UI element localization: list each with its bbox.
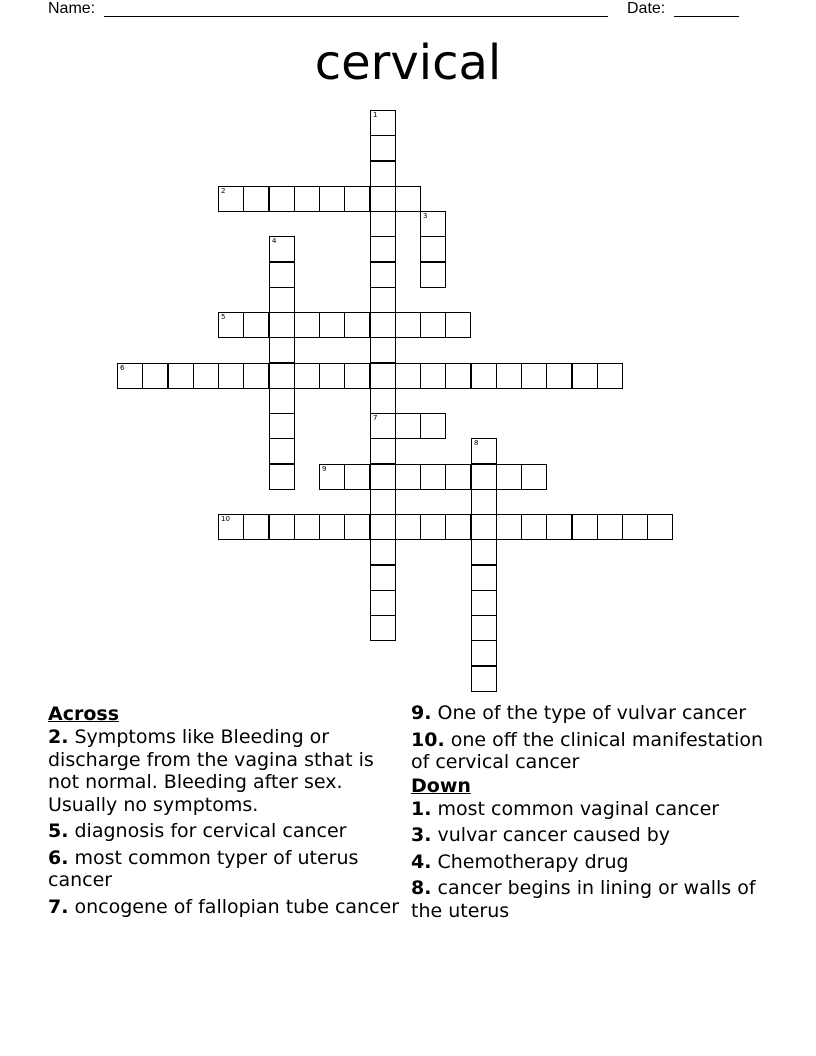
grid-cell[interactable]: [370, 186, 396, 212]
cell-number: 5: [221, 313, 226, 321]
grid-cell[interactable]: [344, 363, 370, 389]
grid-cell[interactable]: [647, 514, 673, 540]
grid-cell[interactable]: [471, 615, 497, 641]
grid-cell[interactable]: [420, 262, 446, 288]
grid-cell[interactable]: [395, 312, 421, 338]
grid-cell[interactable]: [370, 211, 396, 237]
grid-cell[interactable]: [445, 464, 471, 490]
clues-column-left: [48, 702, 404, 922]
grid-cell[interactable]: [319, 312, 345, 338]
grid-cell[interactable]: [546, 363, 572, 389]
grid-cell[interactable]: [344, 464, 370, 490]
grid-cell[interactable]: [243, 312, 269, 338]
grid-cell[interactable]: [471, 666, 497, 692]
grid-cell[interactable]: [319, 464, 345, 490]
clue-down-4: 4. Chemotherapy drug: [411, 850, 629, 873]
grid-cell[interactable]: [445, 363, 471, 389]
clue-across-5: 5. diagnosis for cervical cancer: [48, 820, 347, 842]
grid-cell[interactable]: [420, 413, 446, 439]
grid-cell[interactable]: [622, 514, 648, 540]
grid-cell[interactable]: [420, 464, 446, 490]
grid-cell[interactable]: [370, 135, 396, 161]
clue-down-1: 1. most common vaginal cancer: [411, 797, 720, 820]
grid-cell[interactable]: [370, 287, 396, 313]
cell-number: 4: [272, 237, 277, 245]
grid-cell[interactable]: [597, 514, 623, 540]
grid-cell[interactable]: [370, 539, 396, 565]
grid-cell[interactable]: [243, 186, 269, 212]
grid-cell[interactable]: [471, 438, 497, 464]
grid-cell[interactable]: [370, 161, 396, 187]
grid-cell[interactable]: [471, 565, 497, 591]
grid-cell[interactable]: [269, 388, 295, 414]
grid-cell[interactable]: [395, 464, 421, 490]
grid-cell[interactable]: [471, 464, 497, 490]
grid-cell[interactable]: [269, 363, 295, 389]
grid-cell[interactable]: [445, 514, 471, 540]
grid-cell[interactable]: [445, 312, 471, 338]
clue-across-7: 7. oncogene of fallopian tube cancer: [48, 895, 400, 918]
grid-cell[interactable]: [370, 337, 396, 363]
grid-cell[interactable]: [142, 363, 168, 389]
grid-cell[interactable]: [395, 413, 421, 439]
date-label: Date:: [627, 0, 666, 17]
grid-cell[interactable]: [344, 312, 370, 338]
grid-cell[interactable]: [572, 514, 598, 540]
grid-cell[interactable]: [370, 413, 396, 439]
grid-cell[interactable]: [370, 565, 396, 591]
grid-cell[interactable]: [370, 312, 396, 338]
grid-cell[interactable]: [496, 464, 522, 490]
grid-cell[interactable]: [521, 464, 547, 490]
grid-cell[interactable]: [395, 514, 421, 540]
grid-cell[interactable]: [370, 489, 396, 515]
grid-cell[interactable]: [117, 363, 143, 389]
grid-cell[interactable]: [218, 363, 244, 389]
grid-cell[interactable]: [420, 514, 446, 540]
grid-cell[interactable]: [269, 186, 295, 212]
grid-cell[interactable]: [546, 514, 572, 540]
grid-cell[interactable]: [269, 514, 295, 540]
clue-down-8: 8. cancer begins in lining or walls of the uterus: [411, 877, 756, 922]
grid-cell[interactable]: [218, 514, 244, 540]
grid-cell[interactable]: [319, 363, 345, 389]
cell-number: 3: [423, 212, 428, 220]
grid-cell[interactable]: [420, 312, 446, 338]
grid-cell[interactable]: [370, 438, 396, 464]
grid-cell[interactable]: [471, 539, 497, 565]
grid-cell[interactable]: [269, 438, 295, 464]
grid-cell[interactable]: [218, 312, 244, 338]
grid-cell[interactable]: [319, 514, 345, 540]
grid-cell[interactable]: [269, 287, 295, 313]
grid-cell[interactable]: [269, 262, 295, 288]
clue-across-2: 2. Symptoms like Bleeding or discharge from the vagina sthat is not normal. Bleeding after sex. Usually no symptoms.: [48, 726, 374, 816]
grid-cell[interactable]: [471, 514, 497, 540]
grid-cell[interactable]: [471, 640, 497, 666]
down-heading: Down: [411, 774, 471, 797]
grid-cell[interactable]: [521, 514, 547, 540]
clue-across-6: 6. most common typer of uterus cancer: [48, 846, 359, 891]
grid-cell[interactable]: [168, 363, 194, 389]
grid-cell[interactable]: [370, 514, 396, 540]
cell-number: 7: [373, 414, 378, 422]
grid-cell[interactable]: [344, 514, 370, 540]
cell-number: 1: [373, 111, 378, 119]
grid-cell[interactable]: [471, 363, 497, 389]
clues-column-right: [411, 702, 781, 926]
page-title: cervical: [314, 35, 502, 91]
grid-cell[interactable]: [370, 262, 396, 288]
grid-cell[interactable]: [269, 464, 295, 490]
grid-cell[interactable]: [420, 211, 446, 237]
grid-cell[interactable]: [395, 363, 421, 389]
grid-cell[interactable]: [597, 363, 623, 389]
grid-cell[interactable]: [294, 186, 320, 212]
grid-cell[interactable]: [269, 413, 295, 439]
grid-cell[interactable]: [218, 186, 244, 212]
grid-cell[interactable]: [496, 514, 522, 540]
name-label: Name:: [48, 0, 96, 17]
grid-cell[interactable]: [294, 363, 320, 389]
grid-cell[interactable]: [572, 363, 598, 389]
grid-cell[interactable]: [269, 337, 295, 363]
grid-cell[interactable]: [370, 363, 396, 389]
grid-cell[interactable]: [294, 514, 320, 540]
grid-cell[interactable]: [370, 615, 396, 641]
clue-down-3: 3. vulvar cancer caused by: [411, 824, 671, 846]
grid-cell[interactable]: [395, 186, 421, 212]
grid-cell[interactable]: [496, 363, 522, 389]
grid-cell[interactable]: [370, 464, 396, 490]
grid-cell[interactable]: [420, 363, 446, 389]
grid-cell[interactable]: [193, 363, 219, 389]
grid-cell[interactable]: [370, 590, 396, 616]
grid-cell[interactable]: [471, 489, 497, 515]
grid-cell[interactable]: [344, 186, 370, 212]
grid-cell[interactable]: [319, 186, 345, 212]
cell-number: 6: [120, 364, 125, 372]
grid-cell[interactable]: [521, 363, 547, 389]
cell-number: 9: [322, 465, 327, 473]
grid-cell[interactable]: [471, 590, 497, 616]
grid-cell[interactable]: [370, 236, 396, 262]
grid-cell[interactable]: [269, 312, 295, 338]
clue-across-10: 10. one off the clinical manifestation of cervical cancer: [411, 728, 764, 773]
grid-cell[interactable]: [269, 236, 295, 262]
across-heading: Across: [48, 703, 120, 725]
cell-number: 2: [221, 187, 226, 195]
clue-across-9: 9. One of the type of vulvar cancer: [411, 702, 747, 724]
grid-cell[interactable]: [370, 110, 396, 136]
grid-cell[interactable]: [420, 236, 446, 262]
grid-cell[interactable]: [243, 514, 269, 540]
grid-cell[interactable]: [294, 312, 320, 338]
cell-number: 10: [221, 515, 230, 523]
grid-cell[interactable]: [370, 388, 396, 414]
grid-cell[interactable]: [243, 363, 269, 389]
cell-number: 8: [474, 439, 479, 447]
